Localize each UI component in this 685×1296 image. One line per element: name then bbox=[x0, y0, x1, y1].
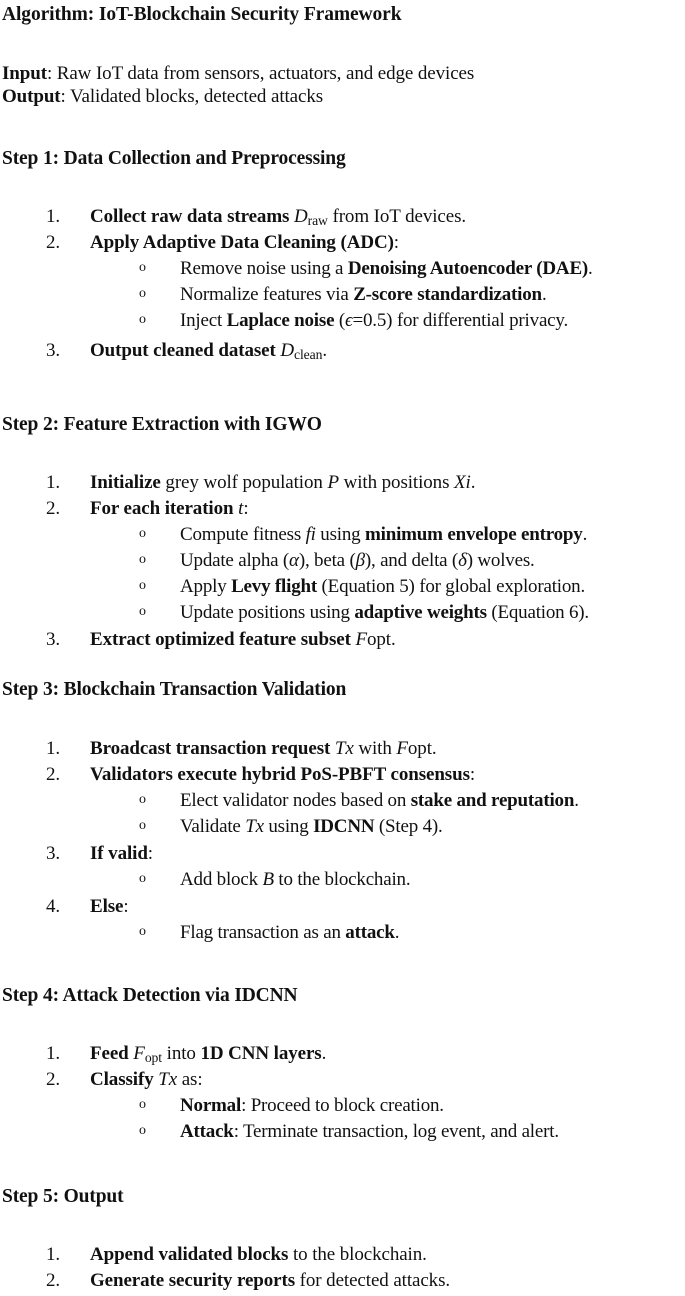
step-heading-2: Step 2: Feature Extraction with IGWO bbox=[2, 414, 322, 435]
list-text: Classify Tx as: bbox=[90, 1069, 203, 1090]
page-title: Algorithm: IoT-Blockchain Security Framework bbox=[2, 4, 402, 25]
list-text: Initialize grey wolf population P with positions Xi. bbox=[90, 472, 476, 493]
circle-bullet-icon: o bbox=[139, 792, 146, 807]
list-text: If valid: bbox=[90, 843, 153, 864]
list-text: Add block B to the blockchain. bbox=[180, 869, 411, 890]
list-text: Attack: Terminate transaction, log event, and alert. bbox=[180, 1121, 559, 1142]
list-marker: 1. bbox=[46, 472, 61, 493]
list-text: Broadcast transaction request Tx with Fopt. bbox=[90, 738, 437, 759]
list-text: Else: bbox=[90, 896, 129, 917]
list-marker: 2. bbox=[46, 232, 61, 253]
circle-bullet-icon: o bbox=[139, 260, 146, 275]
list-text: Append validated blocks to the blockchain. bbox=[90, 1244, 427, 1265]
list-text: Normal: Proceed to block creation. bbox=[180, 1095, 444, 1116]
circle-bullet-icon: o bbox=[139, 286, 146, 301]
list-text: Collect raw data streams $D_{raw}$ from IoT devices. bbox=[90, 206, 467, 228]
input-value: : Raw IoT data from sensors, actuators, and edge devices bbox=[46, 63, 475, 84]
list-marker: 1. bbox=[46, 1244, 61, 1265]
list-marker: 2. bbox=[46, 498, 61, 519]
circle-bullet-icon: o bbox=[139, 312, 146, 327]
list-text: Validate Tx using IDCNN (Step 4). bbox=[180, 816, 443, 837]
circle-bullet-icon: o bbox=[139, 552, 146, 567]
list-text: For each iteration t: bbox=[90, 498, 249, 519]
circle-bullet-icon: o bbox=[139, 871, 146, 886]
list-text: Inject Laplace noise (ϵ=0.5) for differential privacy. bbox=[180, 310, 569, 331]
output-line bbox=[2, 86, 323, 108]
input-line bbox=[2, 63, 474, 85]
step-heading-4: Step 4: Attack Detection via IDCNN bbox=[2, 985, 298, 1006]
list-text: Validators execute hybrid PoS-PBFT consensus: bbox=[90, 764, 476, 785]
list-marker: 3. bbox=[46, 843, 61, 864]
list-text: Normalize features via Z-score standardization. bbox=[180, 284, 547, 305]
output-label: Output bbox=[2, 86, 61, 107]
list-text: Update alpha (α), beta (β), and delta (δ) wolves. bbox=[180, 550, 535, 571]
list-text: Generate security reports for detected attacks. bbox=[90, 1270, 451, 1291]
output-value: : Validated blocks, detected attacks bbox=[60, 86, 324, 107]
list-text: Remove noise using a Denoising Autoencoder (DAE). bbox=[180, 258, 593, 279]
circle-bullet-icon: o bbox=[139, 924, 146, 939]
list-marker: 1. bbox=[46, 1043, 61, 1064]
list-marker: 1. bbox=[46, 206, 61, 227]
list-text: Compute fitness fi using minimum envelope entropy. bbox=[180, 524, 588, 545]
circle-bullet-icon: o bbox=[139, 604, 146, 619]
list-text: Update positions using adaptive weights (Equation 6). bbox=[180, 602, 589, 623]
list-marker: 2. bbox=[46, 1069, 61, 1090]
step-heading-3: Step 3: Blockchain Transaction Validation bbox=[2, 679, 347, 700]
list-text: Flag transaction as an attack. bbox=[180, 922, 400, 943]
circle-bullet-icon: o bbox=[139, 1123, 146, 1138]
list-text: Feed $F_{opt}$ into 1D CNN layers. bbox=[90, 1043, 327, 1065]
list-marker: 3. bbox=[46, 629, 61, 650]
input-label: Input bbox=[2, 63, 47, 84]
circle-bullet-icon: o bbox=[139, 526, 146, 541]
list-marker: 3. bbox=[46, 340, 61, 361]
list-text: Elect validator nodes based on stake and reputation. bbox=[180, 790, 579, 811]
circle-bullet-icon: o bbox=[139, 1097, 146, 1112]
list-text: Output cleaned dataset $D_{clean}$. bbox=[90, 340, 327, 362]
list-text: Extract optimized feature subset Fopt. bbox=[90, 629, 396, 650]
circle-bullet-icon: o bbox=[139, 578, 146, 593]
step-heading-5: Step 5: Output bbox=[2, 1186, 124, 1207]
list-marker: 4. bbox=[46, 896, 61, 917]
list-text: Apply Levy flight (Equation 5) for global exploration. bbox=[180, 576, 586, 597]
list-marker: 2. bbox=[46, 1270, 61, 1291]
step-heading-1: Step 1: Data Collection and Preprocessing bbox=[2, 148, 346, 169]
circle-bullet-icon: o bbox=[139, 818, 146, 833]
list-marker: 1. bbox=[46, 738, 61, 759]
list-marker: 2. bbox=[46, 764, 61, 785]
list-text: Apply Adaptive Data Cleaning (ADC): bbox=[90, 232, 399, 253]
